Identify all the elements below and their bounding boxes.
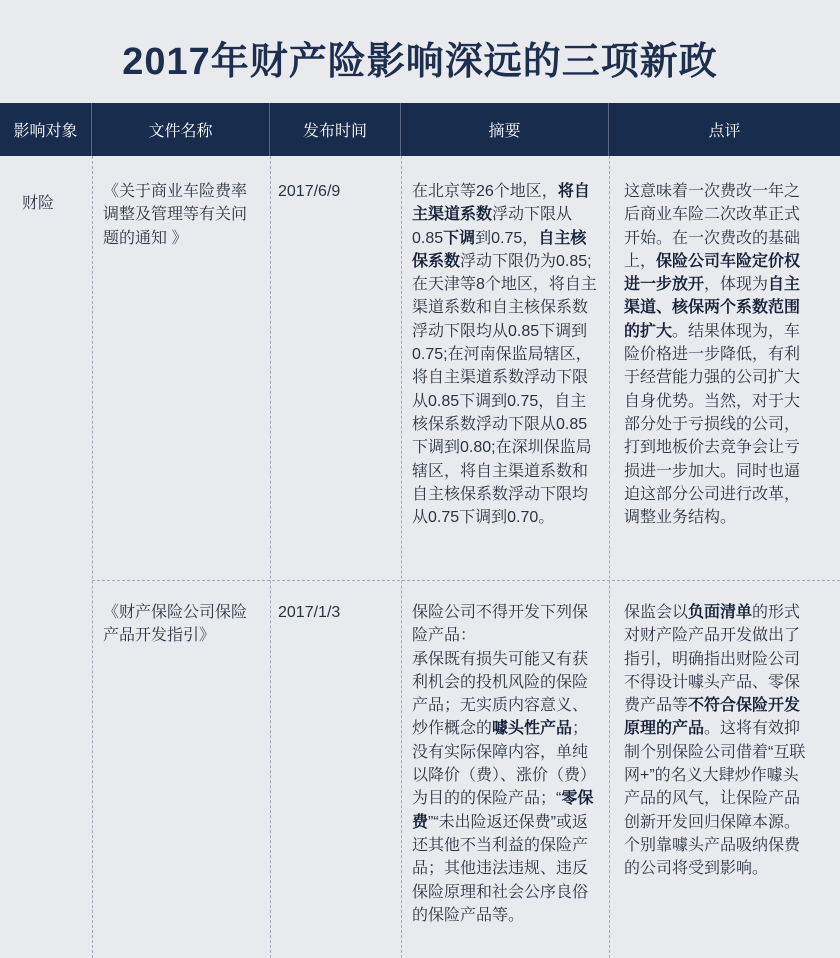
column-header-comment: 点评 xyxy=(708,123,741,140)
row-2-comment xyxy=(624,601,807,881)
table-body xyxy=(0,156,840,958)
body-text: 的形式对财产险产品开发做出了指引，明确指出财险公司不得设计噱头产品、零保费产品等 xyxy=(624,604,801,715)
body-text: 在北京等26个地区， xyxy=(412,183,558,200)
emphasis-text: 不符合保险开发原理的产品 xyxy=(624,697,801,738)
body-text: ；没有实际保障内容，单纯以降价（费）、涨价（费）为目的的保险产品；“ xyxy=(412,720,597,808)
row-1-doc-name: 《关于商业车险费率调整及管理等有关问题的通知 》 xyxy=(103,183,248,247)
body-text: ”“未出险返还保费”或返还其他不当利益的保险产品；其他违法违规、违反保险原理和社会公序良俗的保险产品等。 xyxy=(412,813,589,924)
body-text: 浮动下限仍为0.85;在天津等8个地区，将自主渠道系数和自主核保系数浮动下限均从0.85下调到0.75;在河南保监局辖区，将自主渠道系数浮动下限从0.85下调到0.75，自主核保系数浮动下限从0.85下调到0.80;在深圳保监局辖区，将自主渠道系数和自主核保系数浮动下限均从0.75下调到0.70。 xyxy=(412,252,597,527)
body-text: 这意味着一次费改一年之后商业车险二次改革正式开始。在一次费改的基础上， xyxy=(624,183,801,270)
column-header-summary: 摘要 xyxy=(401,103,609,156)
row-2-date: 2017/1/3 xyxy=(278,604,341,621)
column-divider xyxy=(401,156,402,958)
emphasis-text: 下调 xyxy=(443,229,476,247)
column-divider xyxy=(92,156,93,958)
row-1-summary xyxy=(412,180,599,529)
row-divider xyxy=(92,580,840,581)
emphasis-text: 保险公司车险定价权进一步放开 xyxy=(624,252,801,294)
column-divider xyxy=(609,156,610,958)
table-header xyxy=(0,103,840,156)
column-divider xyxy=(270,156,271,958)
body-text: 到0.75， xyxy=(475,229,539,247)
emphasis-text: 自主渠道、核保两个系数范围的扩大 xyxy=(624,276,801,340)
body-text: 。结果体现为，车险价格进一步降低，有利于经营能力强的公司扩大自身优势。当然，对于大部分处于亏损线的公司，打到地板价去竞争会让亏损进一步加大。同时也逼迫这部分公司进行改革，调整业务结构。 xyxy=(624,322,801,527)
emphasis-text: 将自主渠道系数 xyxy=(412,183,590,224)
body-text: 保险公司不得开发下列保险产品： 承保既有损失可能又有获利机会的投机风险的保险产品；无实质内容意义、炒作概念的 xyxy=(412,604,589,738)
row-2-doc-name: 《财产保险公司保险产品开发指引》 xyxy=(103,604,248,645)
row-2-summary xyxy=(412,601,596,927)
row-1-date: 2017/6/9 xyxy=(278,183,341,200)
emphasis-text: 负面清单 xyxy=(688,604,753,621)
emphasis-text: 自主核保系数 xyxy=(412,229,587,270)
body-text: ，体现为 xyxy=(704,276,769,294)
row-1-comment xyxy=(624,180,807,529)
body-text: 保监会以 xyxy=(624,604,689,621)
column-header-doc-name: 文件名称 xyxy=(92,103,270,156)
column-header-date: 发布时间 xyxy=(270,103,401,156)
body-text: 浮动下限从0.85 xyxy=(412,206,573,247)
emphasis-text: 噱头性产品 xyxy=(492,720,573,738)
page-title: 2017年财产险影响深远的三项新政 xyxy=(122,41,718,83)
emphasis-text: 零保费 xyxy=(412,790,594,831)
body-text: 。这将有效抑制个别保险公司借着“互联网+”的名义大肆炒作噱头产品的风气，让保险产品创新开发回归保障本源。个别靠噱头产品吸纳保费的公司将受到影响。 xyxy=(624,720,806,878)
column-header-target: 影响对象 xyxy=(0,103,92,156)
row-1-target: 财险 xyxy=(22,195,55,212)
